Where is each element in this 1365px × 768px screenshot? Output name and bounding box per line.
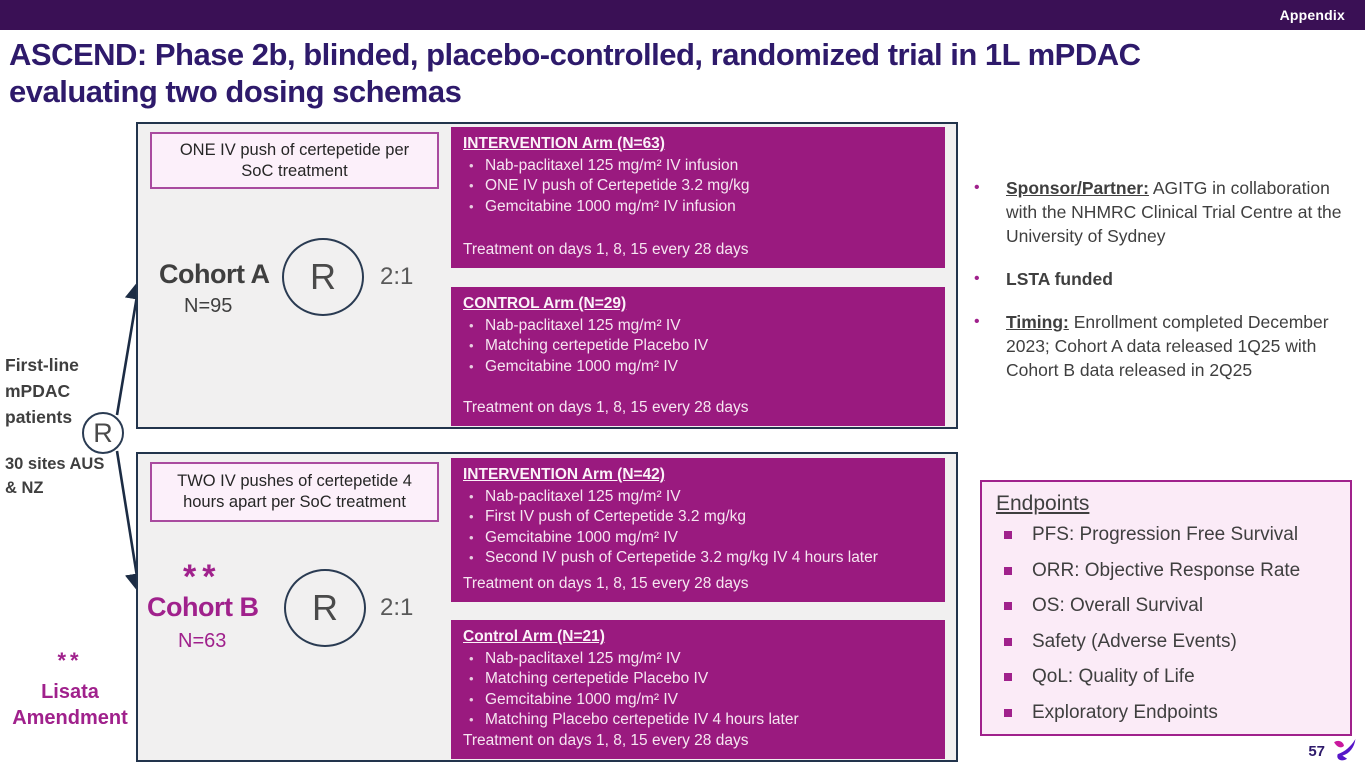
top-bar: [0, 0, 1365, 30]
page-footer: [1308, 738, 1357, 764]
arm-title: INTERVENTION Arm (N=42): [463, 466, 665, 483]
arm-title: Control Arm (N=21): [463, 628, 605, 645]
cohort-b-asterisks: **: [183, 558, 222, 596]
cohort-a-name: Cohort A: [159, 259, 270, 289]
list-item: • Gemcitabine 1000 mg/m² IV: [463, 357, 933, 378]
cohort-a-control-arm: [451, 287, 945, 426]
randomization-circle-main: [82, 412, 124, 454]
endpoints-title: Endpoints: [996, 492, 1090, 515]
cohort-a-intervention-arm: [451, 127, 945, 268]
info-label: LSTA funded: [1006, 269, 1113, 289]
lisata-amendment-footnote: [0, 648, 140, 730]
list-item: • Gemcitabine 1000 mg/m² IV: [463, 528, 933, 549]
list-item: Exploratory Endpoints: [994, 702, 1338, 738]
cohort-b-dosing-label: [150, 462, 439, 522]
cohort-a-ratio: 2:1: [380, 263, 414, 290]
endpoints-box: [980, 480, 1352, 736]
list-item: • Nab-paclitaxel 125 mg/m² IV: [463, 316, 933, 337]
randomization-r-a: R: [310, 256, 336, 297]
randomization-r-b: R: [312, 587, 338, 628]
info-item-timing: [966, 310, 1362, 382]
population-label: First-line mPDAC patients: [5, 355, 79, 427]
slide-title: [9, 36, 1359, 110]
page-number: 57: [1308, 742, 1325, 760]
footnote-asterisks: **: [57, 648, 83, 673]
appendix-tag: Appendix: [1279, 7, 1345, 23]
cohort-b-intervention-arm: [451, 458, 945, 602]
list-item: • Second IV push of Certepetide 3.2 mg/kg IV 4 hours later: [463, 548, 933, 569]
list-item: • Nab-paclitaxel 125 mg/m² IV: [463, 649, 933, 670]
randomization-circle-a: [282, 238, 364, 316]
cohort-a-dosing-text: ONE IV push of certepetide per SoC treatment: [179, 140, 410, 180]
arm-schedule: Treatment on days 1, 8, 15 every 28 days: [463, 240, 749, 258]
arm-bullet-list: [463, 316, 933, 378]
arm-title: CONTROL Arm (N=29): [463, 295, 627, 312]
arm-bullet-list: [463, 487, 933, 569]
arm-bullet-list: [463, 156, 933, 218]
list-item: OS: Overall Survival: [994, 595, 1338, 631]
info-label: Timing:: [1006, 312, 1069, 332]
footnote-line2: Amendment: [12, 707, 128, 729]
info-text: Enrollment completed December 2023; Cohort A data released 1Q25 with Cohort B data released in 2Q25: [1006, 312, 1329, 380]
info-item-sponsor: [966, 176, 1362, 248]
info-item-funding: [966, 267, 1362, 291]
cohort-b-dosing-text: TWO IV pushes of certepetide 4 hours apart per SoC treatment: [177, 472, 412, 511]
arm-bullet-list: [463, 649, 933, 731]
cohort-a-n: N=95: [184, 295, 233, 317]
list-item: Safety (Adverse Events): [994, 631, 1338, 667]
endpoints-list: [994, 524, 1338, 737]
footnote-line1: Lisata: [41, 681, 99, 703]
list-item: • Gemcitabine 1000 mg/m² IV infusion: [463, 197, 933, 218]
slide-title-line2: evaluating two dosing schemas: [9, 74, 462, 109]
list-item: • ONE IV push of Certepetide 3.2 mg/kg: [463, 176, 933, 197]
list-item: PFS: Progression Free Survival: [994, 524, 1338, 560]
cohort-b-control-arm: [451, 620, 945, 759]
list-item: ORR: Objective Response Rate: [994, 560, 1338, 596]
trial-info-list: [966, 176, 1362, 401]
hummingbird-logo-icon: [1332, 738, 1357, 764]
arm-schedule: Treatment on days 1, 8, 15 every 28 days: [463, 574, 749, 592]
list-item: QoL: Quality of Life: [994, 666, 1338, 702]
cohort-b-ratio: 2:1: [380, 594, 414, 621]
arm-schedule: Treatment on days 1, 8, 15 every 28 days: [463, 398, 749, 416]
cohort-b-name: Cohort B: [147, 592, 259, 622]
slide-title-line1: ASCEND: Phase 2b, blinded, placebo-controlled, randomized trial in 1L mPDAC: [9, 37, 1141, 72]
list-item: • Matching certepetide Placebo IV: [463, 669, 933, 690]
info-text: AGITG in collaboration with the NHMRC Clinical Trial Centre at the University of Sydney: [1006, 178, 1342, 246]
list-item: • Matching Placebo certepetide IV 4 hours later: [463, 710, 933, 731]
arm-schedule: Treatment on days 1, 8, 15 every 28 days: [463, 731, 749, 749]
sites-label: 30 sites AUS & NZ: [5, 455, 105, 497]
randomization-r-main: R: [93, 417, 113, 448]
cohort-b-n: N=63: [178, 630, 227, 652]
list-item: • Matching certepetide Placebo IV: [463, 336, 933, 357]
randomization-circle-b: [284, 569, 366, 647]
list-item: • Nab-paclitaxel 125 mg/m² IV: [463, 487, 933, 508]
cohort-a-dosing-label: [150, 132, 439, 189]
list-item: • Nab-paclitaxel 125 mg/m² IV infusion: [463, 156, 933, 177]
list-item: • First IV push of Certepetide 3.2 mg/kg: [463, 507, 933, 528]
info-label: Sponsor/Partner:: [1006, 178, 1149, 198]
list-item: • Gemcitabine 1000 mg/m² IV: [463, 690, 933, 711]
arm-title: INTERVENTION Arm (N=63): [463, 135, 665, 152]
